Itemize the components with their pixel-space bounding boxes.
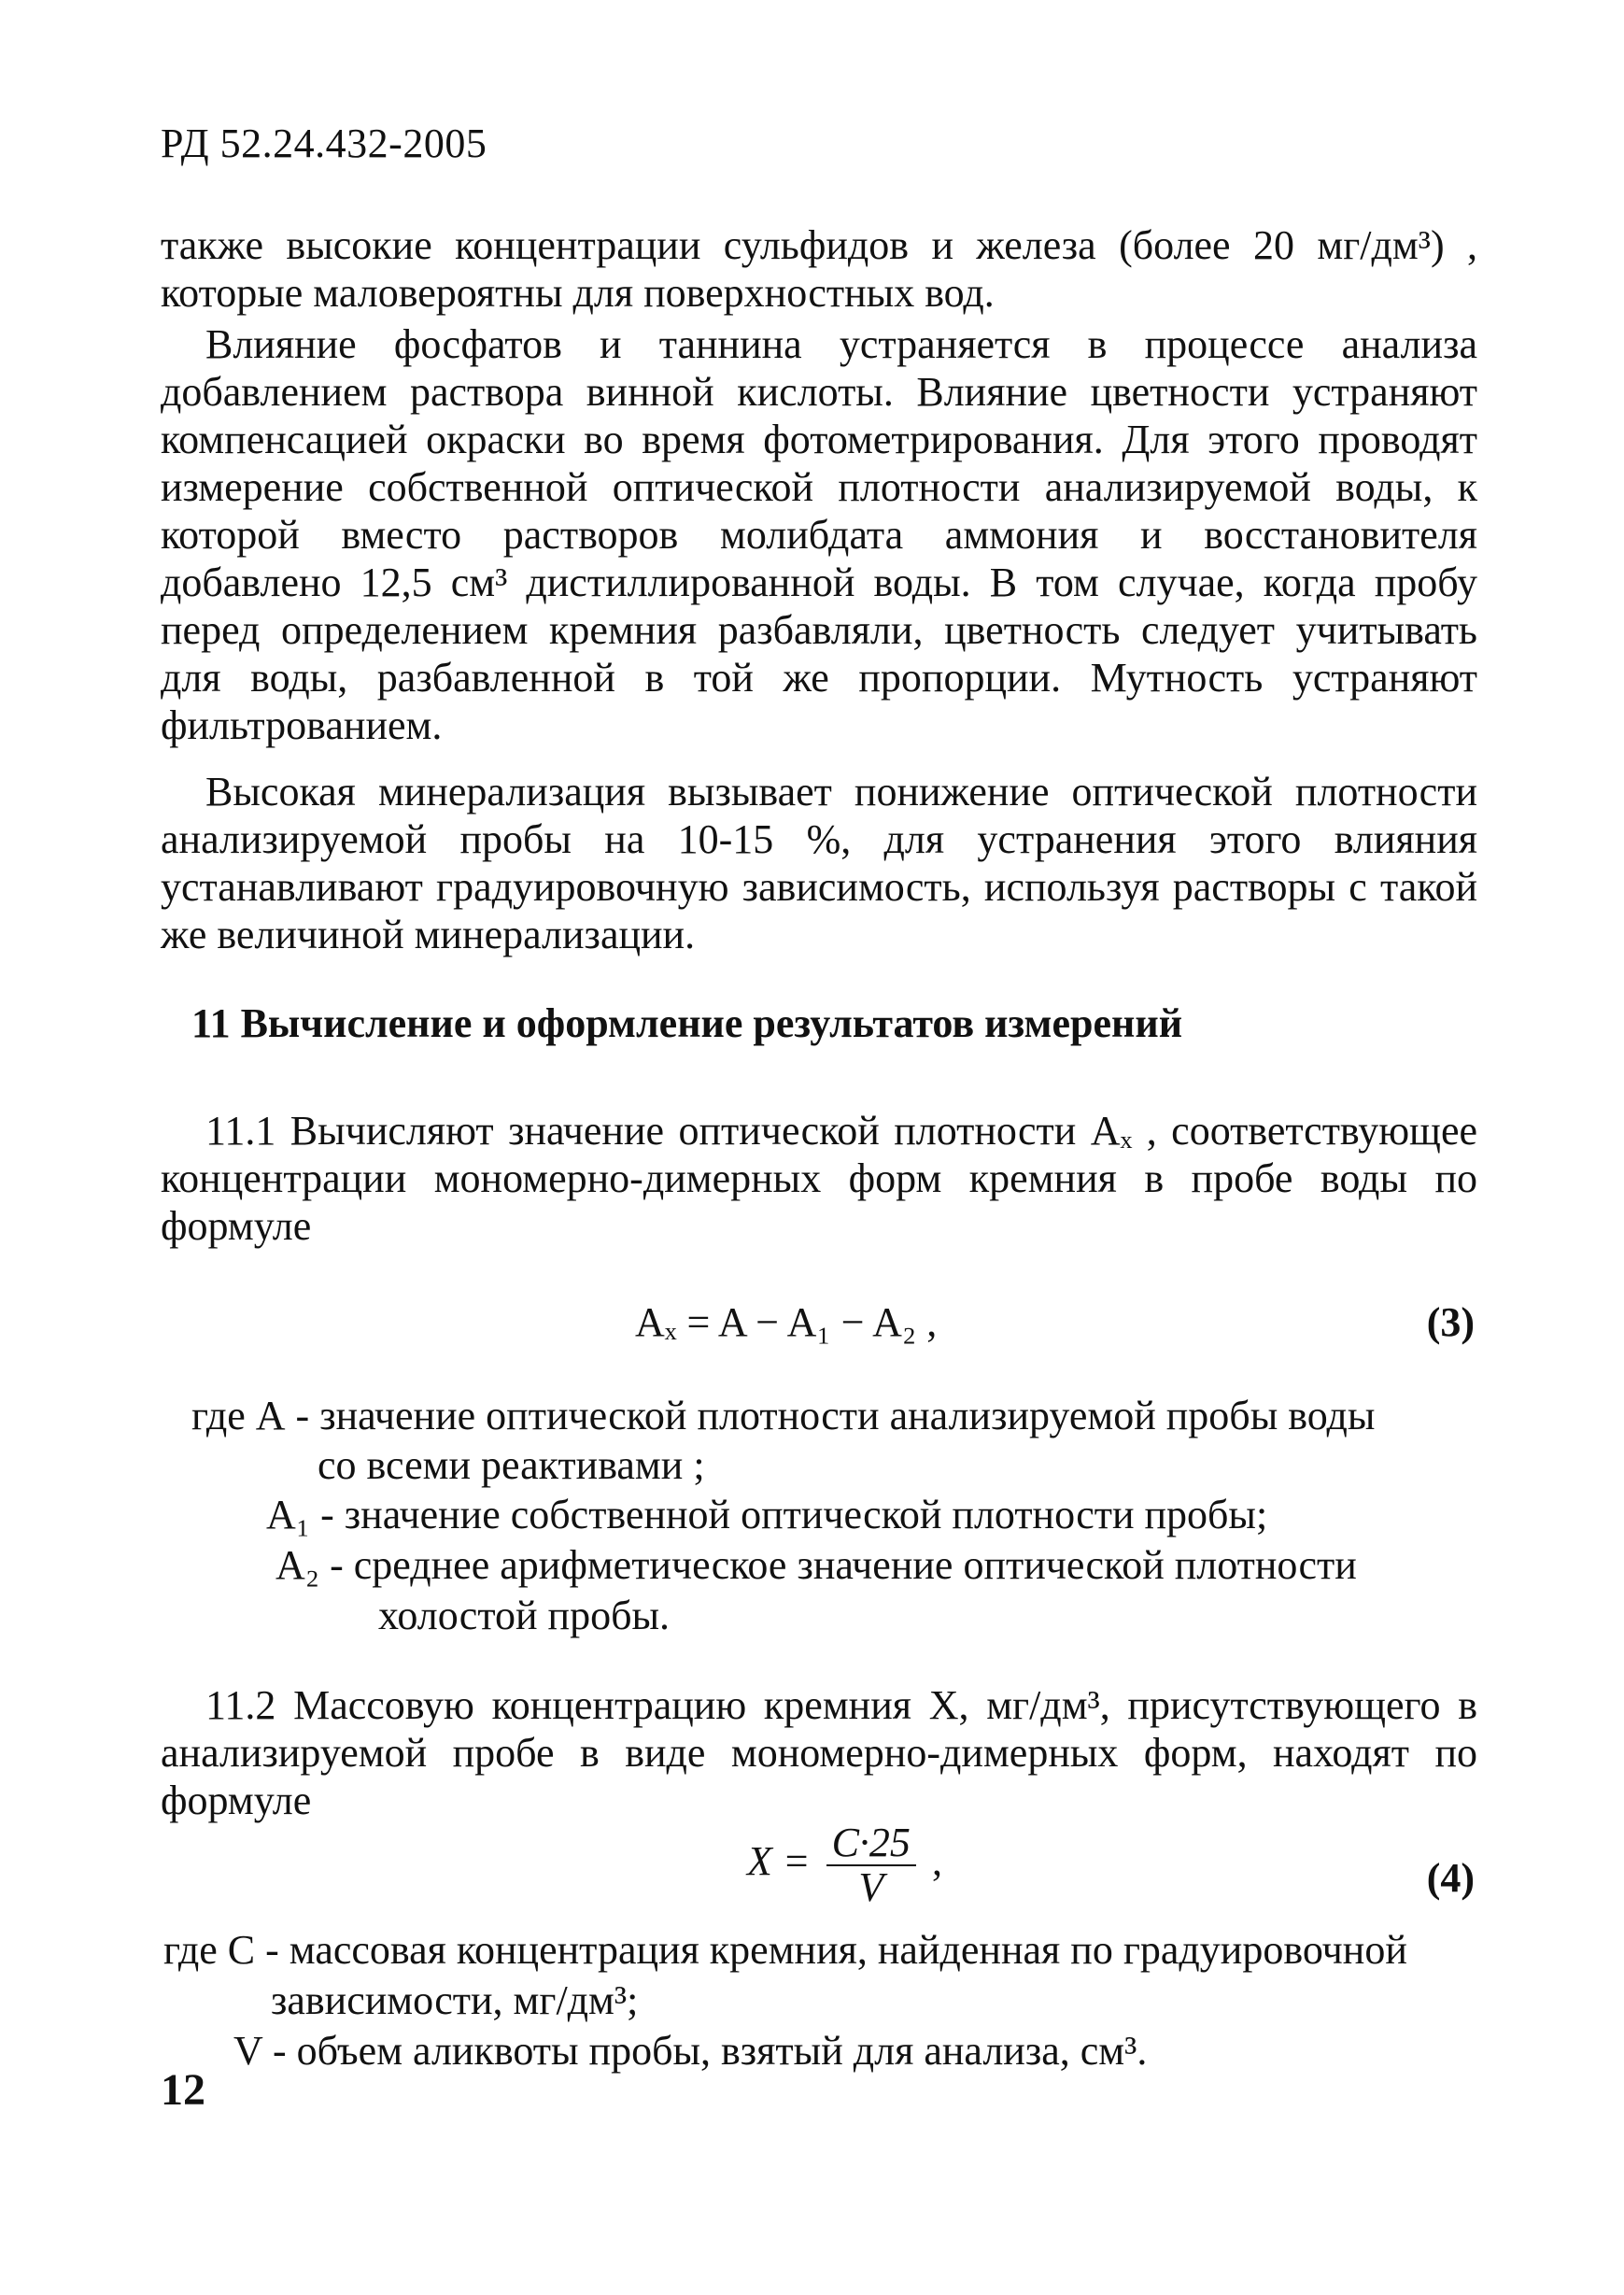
formula-4-numerator: C·25 — [826, 1821, 916, 1866]
formula-4-denominator: V — [858, 1864, 884, 1910]
section-heading: 11 Вычисление и оформление результатов измерений — [191, 1000, 1183, 1046]
definition-a1: A₁ - значение собственной оптической плотности пробы; — [266, 1492, 1268, 1537]
page-number: 12 — [161, 2065, 205, 2115]
paragraph-phosphates: Влияние фосфатов и таннина устраняется в процессе анализа добавлением раствора винной кислоты. Влияние цветности устраняют компенсацией окраски во время фотометрирования. Для этого проводят измерение собственной оптической плотности анализируемой воды, к которой вместо растворов молибдата аммония и восстановителя добавлено 12,5 см³ дистиллированной воды. В том случае, когда пробу перед определением кремния разбавляли, цветность следует учитывать для воды, разбавленной в той же пропорции. Мутность устраняют фильтрованием. — [161, 321, 1477, 748]
definition-a: где А - значение оптической плотности анализируемой пробы воды — [191, 1393, 1376, 1438]
equation-number-4: (4) — [1426, 1855, 1475, 1901]
clause-11-2-text: 11.2 Массовую концентрацию кремния X, мг/дм³, присутствующего в анализируемой пробе в виде мономерно-димерных форм, находят по формуле — [161, 1682, 1477, 1823]
formula-4-tail: , — [931, 1838, 942, 1885]
formula-4-lhs: X = — [747, 1838, 811, 1885]
formula-4 — [747, 1821, 942, 1909]
formula-4-fraction — [826, 1821, 916, 1909]
definition-a2-continued: холостой пробы. — [378, 1593, 671, 1638]
definition-a2: A₂ - среднее арифметическое значение оптической плотности — [275, 1542, 1357, 1588]
definition-c: где С - массовая концентрация кремния, найденная по градуировочной — [163, 1927, 1407, 1973]
definition-a-continued: со всеми реактивами ; — [318, 1442, 705, 1488]
paragraph-sulfides: также высокие концентрации сульфидов и железа (более 20 мг/дм³) , которые маловероятны для поверхностных вод. — [161, 222, 1477, 316]
definition-v: V - объем аликвоты пробы, взятый для анализа, см³. — [233, 2028, 1148, 2074]
equation-number-3: (3) — [1426, 1299, 1475, 1345]
definition-c-continued: зависимости, мг/дм³; — [271, 1977, 639, 2023]
clause-11-1-text: 11.1 Вычисляют значение оптической плотности Aₓ , соответствующее концентрации мономерно-димерных форм кремния в пробе воды по формуле — [161, 1108, 1477, 1249]
formula-3: Aₓ = A − A₁ − A₂ , — [635, 1299, 938, 1345]
paragraph-mineralization: Высокая минерализация вызывает понижение оптической плотности анализируемой пробы на 10-15 %, для устранения этого влияния устанавливают градуировочную зависимость, используя растворы с такой же величиной минерализации. — [161, 769, 1477, 957]
document-code: РД 52.24.432-2005 — [161, 120, 487, 166]
